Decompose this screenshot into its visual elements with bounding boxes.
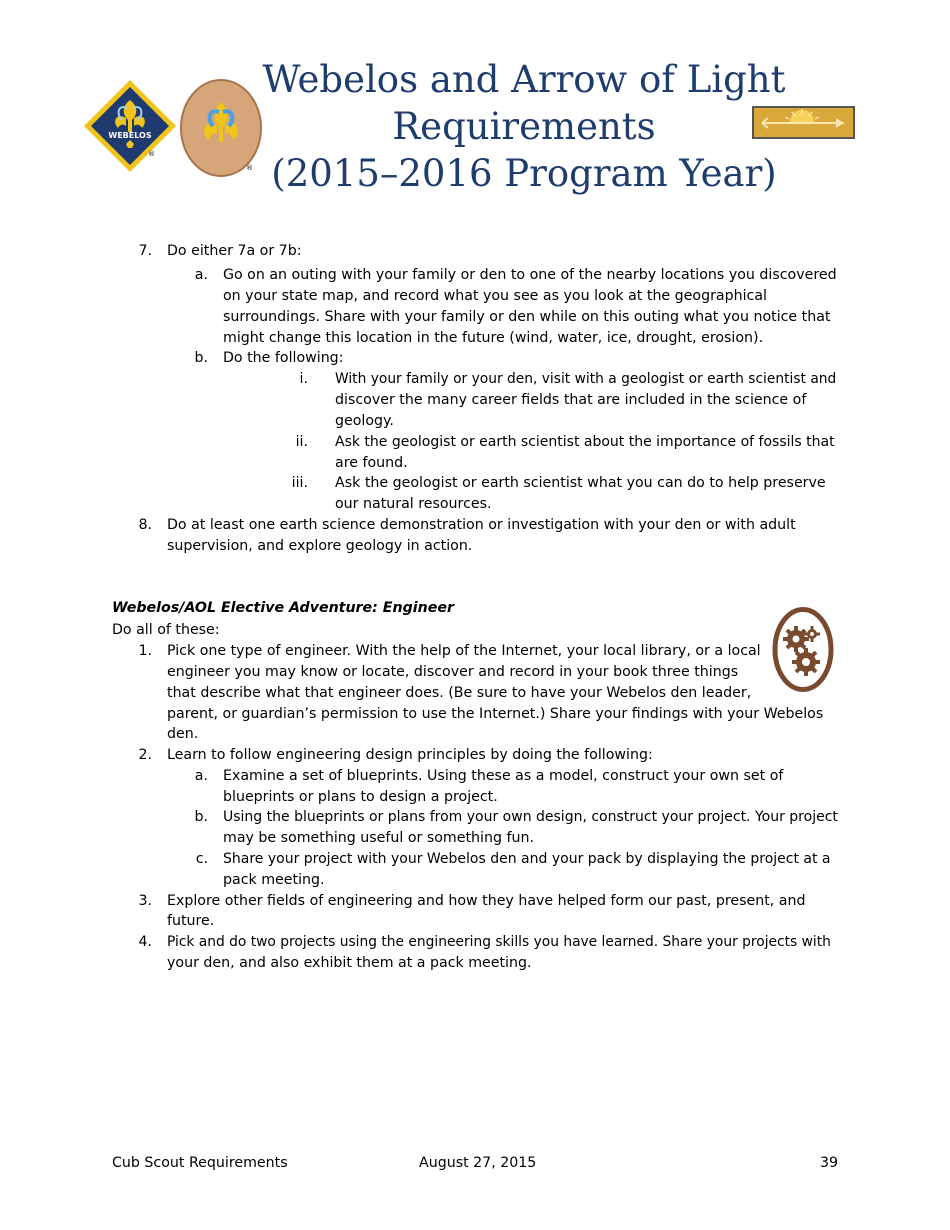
eng-r2-text: Learn to follow engineering design principles by doing the following:: [167, 747, 653, 763]
req7a-line-1: Go on an outing with your family or den to one of the nearby locations you discovered: [223, 267, 837, 283]
engineer-intro: Do all of these:: [112, 622, 220, 638]
eng-r2c-line-2: pack meeting.: [223, 872, 325, 888]
req7bii-line-2: are found.: [335, 455, 408, 471]
title-line-2: Requirements: [392, 105, 656, 148]
eng-r2b-line-2: may be something useful or something fun.: [223, 830, 534, 846]
req7b-text: Do the following:: [223, 350, 344, 366]
eng-r1-line-1: Pick one type of engineer. With the help of the Internet, your local library, or a local: [167, 643, 761, 659]
eng-r1-line-5: den.: [167, 726, 199, 742]
eng-r2b-marker: b.: [194, 809, 208, 825]
webelos-badge-icon: [82, 78, 178, 178]
eng-r2a-line-1: Examine a set of blueprints. Using these as a model, construct your own set of: [223, 768, 784, 784]
eng-r2c-marker: c.: [195, 851, 208, 867]
eng-r4-num: 4.: [138, 934, 152, 950]
req7a-marker: a.: [194, 267, 208, 283]
req7a-line-4: might change this location in the future (wind, water, ice, drought, erosion).: [223, 330, 764, 346]
engineer-gears-icon: [772, 607, 834, 692]
eng-r1-line-4: parent, or guardian’s permission to use the Internet.) Share your findings with your Webelos: [167, 706, 824, 722]
eng-r2-num: 2.: [138, 747, 152, 763]
aol-badge-icon: [179, 78, 263, 178]
req7a-line-3: surroundings. Share with your family or den while on this outing what you notice that: [223, 309, 831, 325]
registered-mark-2: ®: [246, 164, 253, 172]
req7bi-marker: i.: [299, 371, 308, 387]
req7biii-marker: iii.: [291, 475, 308, 491]
title-line-3: (2015–2016 Program Year): [271, 152, 777, 195]
eng-r1-num: 1.: [138, 643, 152, 659]
registered-mark: ®: [148, 150, 155, 158]
req7bi-line-3: geology.: [335, 413, 394, 429]
footer-date: August 27, 2015: [419, 1155, 537, 1171]
req7b-marker: b.: [194, 350, 208, 366]
eng-r2a-line-2: blueprints or plans to design a project.: [223, 789, 498, 805]
req8-line-1: Do at least one earth science demonstration or investigation with your den or with adult: [167, 517, 796, 533]
req7bi-line-1: With your family or your den, visit with a geologist or earth scientist and: [335, 371, 837, 387]
req7bii-line-1: Ask the geologist or earth scientist about the importance of fossils that: [335, 434, 835, 450]
eng-r4-line-2: your den, and also exhibit them at a pack meeting.: [167, 955, 532, 971]
req7biii-line-1: Ask the geologist or earth scientist what you can do to help preserve: [335, 475, 826, 491]
req7-num: 7.: [138, 243, 152, 259]
eng-r2b-line-1: Using the blueprints or plans from your own design, construct your project. Your project: [223, 809, 838, 825]
req8-num: 8.: [138, 517, 152, 533]
eng-r1-line-2: engineer you may know or locate, discover and record in your book three things: [167, 664, 739, 680]
req7bii-marker: ii.: [295, 434, 308, 450]
eng-r4-line-1: Pick and do two projects using the engineering skills you have learned. Share your projects with: [167, 934, 831, 950]
req7a-line-2: on your state map, and record what you see as you look at the geographical: [223, 288, 767, 304]
req8-line-2: supervision, and explore geology in action.: [167, 538, 473, 554]
eng-r3-num: 3.: [138, 893, 152, 909]
webelos-badge-text: WEBELOS: [108, 131, 152, 140]
title-line-1: Webelos and Arrow of Light: [262, 58, 786, 101]
eng-r3-line-2: future.: [167, 913, 215, 929]
arrow-of-light-patch-icon: [752, 106, 855, 139]
eng-r1-line-3: that describe what that engineer does. (Be sure to have your Webelos den leader,: [167, 685, 752, 701]
page-title: [260, 56, 788, 197]
eng-r2c-line-1: Share your project with your Webelos den and your pack by displaying the project at a: [223, 851, 831, 867]
footer-title: Cub Scout Requirements: [112, 1155, 288, 1171]
req7biii-line-2: our natural resources.: [335, 496, 492, 512]
eng-r2a-marker: a.: [194, 768, 208, 784]
engineer-heading: Webelos/AOL Elective Adventure: Engineer: [112, 600, 454, 616]
req7-text: Do either 7a or 7b:: [167, 243, 302, 259]
page-number: 39: [819, 1155, 838, 1171]
eng-r3-line-1: Explore other fields of engineering and how they have helped form our past, present, and: [167, 893, 806, 909]
req7bi-line-2: discover the many career fields that are included in the science of: [335, 392, 807, 408]
